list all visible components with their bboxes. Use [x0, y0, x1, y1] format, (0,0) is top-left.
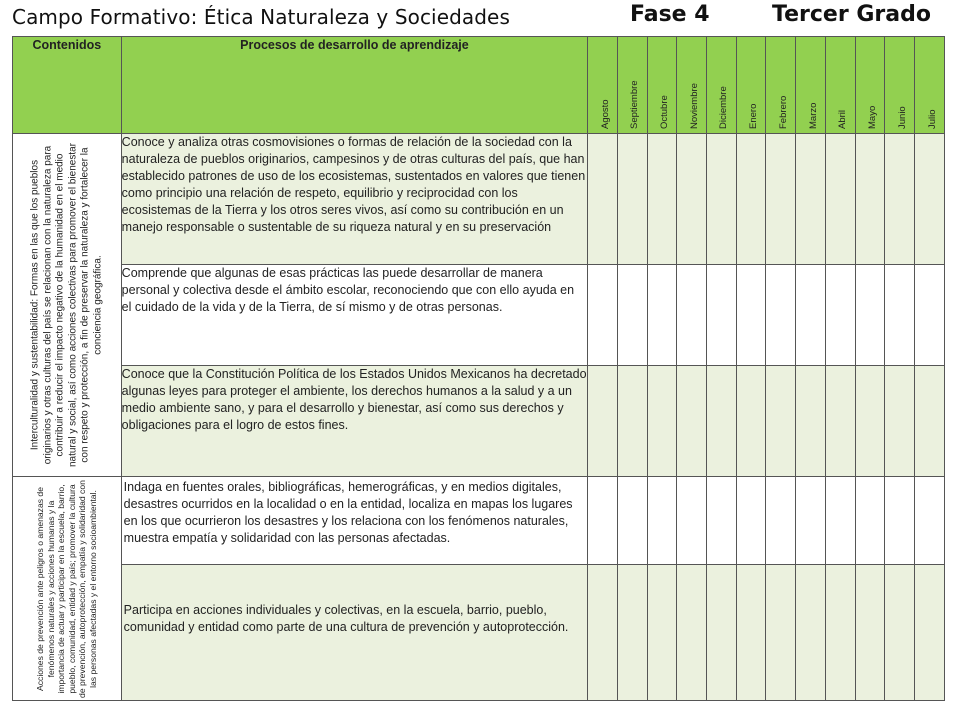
month-cell[interactable]	[915, 477, 945, 565]
month-header: Julio	[915, 37, 945, 134]
content-cell	[13, 477, 122, 701]
month-cell[interactable]	[885, 565, 915, 701]
month-cell[interactable]	[825, 565, 855, 701]
month-cell[interactable]	[588, 366, 618, 477]
month-cell[interactable]	[617, 565, 647, 701]
month-header: Marzo	[796, 37, 826, 134]
month-cell[interactable]	[915, 565, 945, 701]
month-header: Agosto	[588, 37, 618, 134]
month-cell[interactable]	[825, 366, 855, 477]
month-cell[interactable]	[796, 134, 826, 265]
month-cell[interactable]	[885, 134, 915, 265]
process-cell: Participa en acciones individuales y colectivas, en la escuela, barrio, pueblo, comunidad y entidad como parte de una cultura de prevención y autoprotección.	[121, 565, 588, 701]
header-row	[13, 37, 945, 134]
month-cell[interactable]	[766, 366, 796, 477]
month-cell[interactable]	[855, 565, 885, 701]
process-cell: Indaga en fuentes orales, bibliográficas, hemerográficas, y en medios digitales, desastres ocurridos en la localidad o en la entidad, localiza en mapas los lugares en los que ocurrieron los desastres y los relaciona con los fenómenos naturales, muestra empatía y solidaridad con las personas afectadas.	[121, 477, 588, 565]
content-text: Interculturalidad y sustentabilidad: Formas en las que los pueblos originarios y otras culturas del país se relacionan con la naturaleza para contribuir a reducir el impacto negativo de la humanidad en el medio natural y social, así como acciones colectivas para promover el bienestar con respeto y protección, a fin de preservar la naturaleza y fortalecer la conciencia geográfica.	[29, 142, 103, 468]
month-cell[interactable]	[766, 477, 796, 565]
month-header: Diciembre	[707, 37, 737, 134]
month-cell[interactable]	[647, 477, 677, 565]
month-cell[interactable]	[617, 366, 647, 477]
month-cell[interactable]	[736, 477, 766, 565]
month-cell[interactable]	[707, 565, 737, 701]
month-cell[interactable]	[915, 134, 945, 265]
content-cell	[13, 134, 122, 477]
month-cell[interactable]	[885, 265, 915, 366]
month-cell[interactable]	[707, 134, 737, 265]
month-cell[interactable]	[766, 265, 796, 366]
month-cell[interactable]	[915, 265, 945, 366]
month-cell[interactable]	[796, 366, 826, 477]
month-cell[interactable]	[617, 477, 647, 565]
process-cell: Comprende que algunas de esas prácticas las puede desarrollar de manera personal y colectiva desde el ámbito escolar, reconociendo que con ello ayuda en el cuidado de la vida y de la Tierra, de sí mismo y de otras personas.	[121, 265, 588, 366]
table-row	[13, 134, 945, 265]
contents-header: Contenidos	[13, 37, 122, 134]
planning-table	[12, 36, 945, 701]
table-row	[13, 265, 945, 366]
month-cell[interactable]	[855, 366, 885, 477]
month-cell[interactable]	[766, 134, 796, 265]
month-header: Abril	[825, 37, 855, 134]
month-cell[interactable]	[588, 565, 618, 701]
month-cell[interactable]	[915, 366, 945, 477]
page-header	[0, 0, 960, 36]
month-cell[interactable]	[796, 565, 826, 701]
month-cell[interactable]	[736, 565, 766, 701]
month-cell[interactable]	[855, 265, 885, 366]
month-cell[interactable]	[766, 565, 796, 701]
month-cell[interactable]	[617, 134, 647, 265]
month-cell[interactable]	[885, 477, 915, 565]
month-cell[interactable]	[707, 366, 737, 477]
month-cell[interactable]	[677, 265, 707, 366]
page-title: Campo Formativo: Ética Naturaleza y Sociedades	[12, 5, 510, 29]
content-text: Acciones de prevención ante peligros o amenazas de fenómenos naturales y acciones humanas y la importancia de actuar y participar en la escuela, barrio, pueblo, comunidad, entidad y país; promover la cultura de prevención, autoprotección, empatía y solidaridad con las personas afectadas y el entorno socioambiental.	[35, 479, 99, 698]
month-cell[interactable]	[647, 565, 677, 701]
month-cell[interactable]	[588, 134, 618, 265]
month-header: Febrero	[766, 37, 796, 134]
month-cell[interactable]	[736, 366, 766, 477]
month-header: Junio	[885, 37, 915, 134]
month-cell[interactable]	[647, 134, 677, 265]
month-cell[interactable]	[647, 366, 677, 477]
month-cell[interactable]	[647, 265, 677, 366]
month-cell[interactable]	[736, 134, 766, 265]
month-cell[interactable]	[796, 265, 826, 366]
table-row	[13, 366, 945, 477]
month-cell[interactable]	[677, 134, 707, 265]
table-row	[13, 477, 945, 565]
processes-header: Procesos de desarrollo de aprendizaje	[121, 37, 588, 134]
month-cell[interactable]	[588, 477, 618, 565]
month-cell[interactable]	[855, 134, 885, 265]
month-cell[interactable]	[825, 134, 855, 265]
phase-label: Fase 4	[630, 2, 710, 27]
table-row	[13, 565, 945, 701]
month-cell[interactable]	[677, 477, 707, 565]
grade-label: Tercer Grado	[772, 2, 931, 27]
process-cell: Conoce que la Constitución Política de los Estados Unidos Mexicanos ha decretado algunas leyes para proteger el ambiente, los derechos humanos a la salud y a un medio ambiente sano, y para el desarrollo y bienestar, así como sus derechos y obligaciones para el logro de estos fines.	[121, 366, 588, 477]
month-cell[interactable]	[825, 477, 855, 565]
month-cell[interactable]	[677, 565, 707, 701]
month-cell[interactable]	[736, 265, 766, 366]
month-cell[interactable]	[855, 477, 885, 565]
month-cell[interactable]	[617, 265, 647, 366]
month-header: Mayo	[855, 37, 885, 134]
month-cell[interactable]	[796, 477, 826, 565]
month-cell[interactable]	[707, 265, 737, 366]
month-cell[interactable]	[825, 265, 855, 366]
month-header: Septiembre	[617, 37, 647, 134]
month-cell[interactable]	[707, 477, 737, 565]
month-header: Enero	[736, 37, 766, 134]
month-cell[interactable]	[885, 366, 915, 477]
month-header: Octubre	[647, 37, 677, 134]
process-cell: Conoce y analiza otras cosmovisiones o formas de relación de la sociedad con la naturaleza de pueblos originarios, campesinos y de otras culturas del país, que han establecido patrones de uso de los ecosistemas, sustentados en valores que tienen como principio una relación de respeto, equilibrio y reciprocidad con los ecosistemas de la Tierra y los otros seres vivos, así como su contribución en un manejo responsable o sustentable de su riqueza natural y en su preservación	[121, 134, 588, 265]
month-cell[interactable]	[588, 265, 618, 366]
month-header: Noviembre	[677, 37, 707, 134]
month-cell[interactable]	[677, 366, 707, 477]
